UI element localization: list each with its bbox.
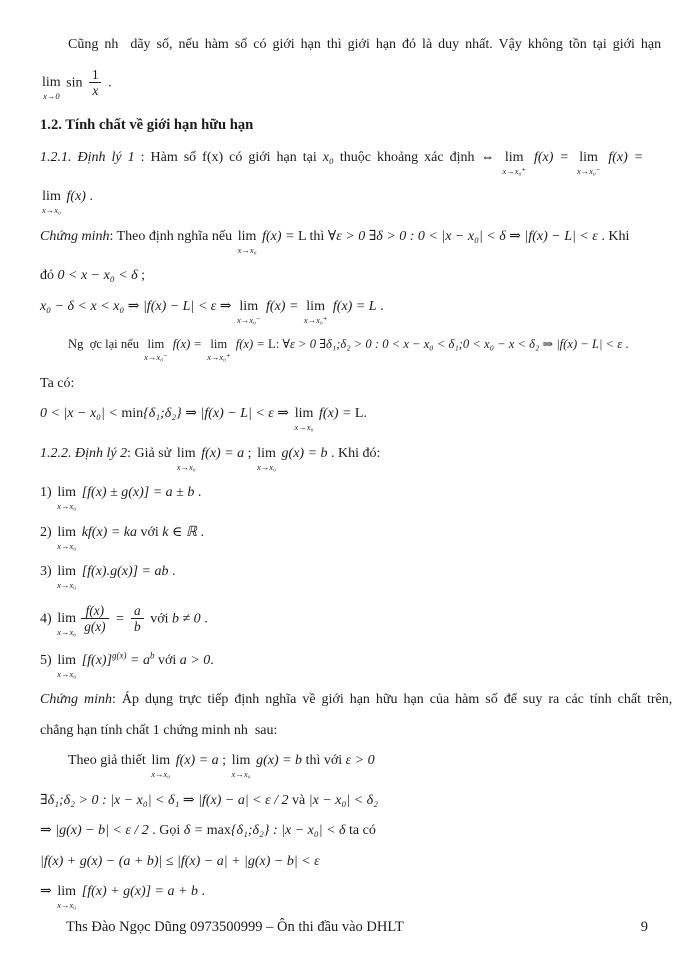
lim-operator [57, 612, 76, 637]
text-run: Theo giả thiết [68, 753, 150, 769]
lim-word: lim [239, 298, 259, 314]
text-run: 2) [40, 524, 56, 540]
text-run: δ = [183, 823, 207, 839]
document-line [40, 563, 660, 590]
fraction [89, 67, 102, 100]
document-line [40, 188, 660, 215]
text-run: : Giả sử [127, 445, 175, 461]
text-run: min [121, 406, 144, 421]
document-line [40, 67, 660, 101]
text-run: 3) [40, 564, 56, 579]
text-run: Chứng minh [40, 692, 112, 708]
text-run: g(x) = b [252, 753, 303, 769]
text-run: 1.2.1. Định lý 1 [40, 149, 135, 165]
lim-operator [144, 338, 168, 361]
text-run: . [376, 298, 384, 314]
text-run: với [146, 611, 172, 627]
lim-word: lim [151, 753, 171, 769]
limit-subscript: x→x₀ [257, 461, 277, 472]
text-run: 5) [40, 652, 56, 668]
document-line [40, 267, 660, 285]
text-run: ; [218, 753, 230, 769]
text-run: [f(x) ± g(x)] = a ± b [78, 485, 195, 500]
lim-operator [503, 151, 527, 176]
text-run: f(x) = [315, 406, 355, 421]
lim-operator [295, 407, 314, 432]
text-run: f(x) = [258, 228, 298, 244]
limit-subscript: x→x₀ [151, 769, 171, 780]
lim-operator [42, 76, 61, 101]
lim-operator [177, 447, 196, 472]
text-run: . [200, 611, 208, 627]
document-line [40, 484, 660, 511]
limit-subscript: x→x₀ [294, 422, 314, 432]
text-run: |x − x₀| < δ₂ [308, 792, 379, 808]
lim-operator [151, 754, 170, 779]
text-run: 0 < x − x₀ < δ [57, 268, 138, 284]
document-line [40, 792, 660, 810]
text-run: max [206, 823, 231, 839]
document-line [40, 822, 660, 840]
document-line [40, 853, 660, 871]
superscript: b [149, 650, 155, 661]
lim-operator [57, 654, 76, 679]
lim-word: lim [504, 149, 524, 165]
text-run: f(x) = a [172, 753, 219, 769]
lim-word: lim [57, 611, 77, 627]
limit-subscript: x→0 [43, 91, 60, 102]
limit-subscript: x→x₀⁺ [303, 314, 328, 325]
text-run: . Khi đó: [327, 445, 381, 461]
text-run: Chứng minh [40, 228, 110, 244]
lim-word: lim [306, 298, 325, 314]
lim-operator [57, 486, 76, 511]
text-run: x₀ [322, 149, 334, 165]
text-run: với [154, 652, 180, 668]
text-run: ; [244, 445, 256, 461]
lim-word: lim [579, 149, 598, 165]
lim-word: lim [210, 337, 228, 352]
text-run: . Gọi [148, 823, 184, 839]
text-run: f(x) [63, 189, 86, 205]
limit-subscript: x→x₀⁺ [502, 165, 526, 176]
text-run: f(x) = [232, 337, 268, 352]
text-run: 1.2.2. Định lý 2 [40, 445, 128, 461]
lim-operator [42, 190, 61, 215]
text-run: với [137, 524, 163, 540]
limit-subscript: x→x₀ [231, 769, 251, 780]
superscript: g(x) [112, 650, 127, 661]
lim-word: lim [231, 753, 251, 769]
document-line [40, 603, 660, 637]
text-run: x₀ − δ < x < x₀ ⇒ |f(x) − L| < ε ⇒ [40, 298, 236, 314]
limit-subscript: x→x₀ [57, 501, 77, 511]
limit-subscript: x→x₀⁻ [144, 352, 168, 362]
limit-subscript: x→x₀⁻ [576, 165, 601, 176]
text-run: : Theo định nghĩa nếu [109, 228, 236, 244]
text-run: . [85, 189, 93, 205]
text-run: thì với [302, 753, 346, 769]
lim-operator [304, 300, 328, 325]
text-run: ta có [345, 823, 376, 839]
text-run: b ≠ 0 [172, 611, 201, 627]
text-run: 0 < |x − x₀| < [40, 406, 122, 421]
document-line [40, 445, 660, 472]
text-run: a > 0 [179, 652, 211, 668]
text-run: thuộc khoảng xác định ⇔ [333, 149, 501, 165]
footer-text: Ths Đào Ngọc Dũng 0973500999 – Ôn thi đầu vào DHLT [66, 919, 404, 935]
text-run: ⇒ |g(x) − b| < ε / 2 [40, 823, 149, 839]
text-run: : Áp dụng trực tiếp định nghĩa về giới hạn hữu hạn của hàm số để suy ra các tính chất trên, [111, 692, 673, 708]
fraction [131, 603, 144, 636]
limit-subscript: x→x₀ [57, 540, 77, 551]
fraction-denominator [131, 618, 144, 635]
text-run: f(x) = [528, 149, 575, 165]
document-line [40, 405, 660, 432]
lim-word: lim [42, 189, 61, 205]
lim-word: lim [57, 884, 77, 900]
text-run: và [288, 792, 309, 808]
document-line [40, 752, 660, 779]
text-run: đó [40, 268, 58, 284]
text-run: ∃δ₁;δ₂ > 0 : |x − x₀| < δ₁ ⇒ |f(x) − a| < ε / 2 [40, 792, 289, 808]
lim-word: lim [294, 406, 314, 421]
text-run: . [622, 337, 629, 352]
lim-operator [237, 300, 261, 325]
page-number: 9 [640, 919, 648, 935]
text-run: |f(x) + g(x) − (a + b)| ≤ |f(x) − a| + |g(x) − b| < ε [40, 853, 320, 869]
text-run: . [194, 485, 202, 500]
lim-word: lim [57, 485, 77, 500]
lim-operator [238, 230, 257, 255]
lim-operator [257, 447, 276, 472]
text-run: . [196, 524, 204, 540]
text-run: 1 [92, 66, 99, 82]
document-line [40, 337, 660, 361]
text-run: L. [354, 406, 367, 421]
text-run: a [134, 602, 141, 618]
limit-subscript: x→x₀ [57, 627, 77, 638]
text-run: ∀ε > 0 ∃δ > 0 : 0 < |x − x₀| < δ ⇒ |f(x) − L| < ε [327, 228, 598, 244]
document-line [40, 116, 660, 134]
lim-operator [57, 565, 76, 590]
text-run: {δ₁;δ₂} ⇒ |f(x) − L| < ε ⇒ [143, 406, 293, 421]
text-run: . Khi [597, 228, 630, 244]
text-run: f(x) = a [197, 445, 245, 461]
limit-subscript: x→x₀ [57, 580, 77, 590]
text-run: f(x) = [169, 337, 206, 352]
document-line [40, 722, 660, 740]
document-line [40, 228, 660, 255]
text-run: {δ₁;δ₂} : |x − x₀| < δ [230, 823, 346, 839]
fraction [81, 603, 108, 636]
document-line [40, 883, 660, 910]
document-line [40, 149, 660, 176]
text-run: chẳng hạn tính chất 1 chứng minh nh sau: [40, 722, 278, 738]
lim-word: lim [237, 228, 257, 244]
text-run: ; [137, 268, 146, 284]
lim-operator [57, 885, 76, 910]
text-run: f(x) = [602, 149, 644, 165]
limit-subscript: x→x₀ [57, 668, 77, 679]
lim-operator [207, 338, 231, 361]
lim-word: lim [257, 445, 276, 461]
limit-subscript: x→x₀ [42, 205, 62, 216]
text-run: [f(x) + g(x)] = a + b [78, 884, 198, 900]
text-run: [f(x).g(x)] = ab [78, 564, 169, 579]
lim-word: lim [176, 445, 196, 461]
text-run: . [197, 884, 205, 900]
document-line [40, 524, 660, 551]
document-line [40, 691, 673, 709]
document-line [40, 375, 660, 393]
text-run: Cũng nh dãy số, nếu hàm số có giới hạn thì giới hạn đó là duy nhất. Vậy không tồn tại giới hạn [68, 37, 662, 52]
fraction-numerator [83, 603, 107, 619]
text-run: 4) [40, 611, 56, 627]
lim-operator [232, 754, 251, 779]
limit-subscript: x→x₀ [57, 900, 77, 911]
text-run: 1) [40, 485, 56, 500]
document-line [40, 652, 660, 679]
lim-word: lim [57, 564, 77, 579]
document-line [40, 36, 660, 54]
limit-subscript: x→x₀ [176, 461, 196, 472]
text-run: x [92, 83, 99, 99]
lim-operator [577, 151, 601, 176]
text-run: b [134, 619, 141, 635]
text-run: : Hàm số f(x) có giới hạn tại [134, 149, 323, 165]
limit-subscript: x→x₀⁻ [237, 314, 261, 325]
fraction-denominator [81, 618, 108, 635]
text-run: . [168, 564, 176, 579]
text-run: . [104, 75, 112, 91]
text-run: f(x) = [262, 298, 302, 314]
text-run: = [111, 611, 129, 627]
text-run: L: [268, 337, 283, 352]
text-run: Ng ợc lại nếu [68, 337, 143, 352]
fraction-numerator [89, 67, 102, 83]
fraction-numerator [131, 603, 144, 619]
lim-operator [57, 526, 76, 551]
text-run: f(x) [85, 602, 105, 618]
text-run: . [210, 652, 214, 668]
text-run: [f(x)] [78, 652, 113, 668]
lim-word: lim [57, 652, 77, 668]
text-run: k ∈ ℝ [162, 524, 197, 540]
lim-word: lim [147, 337, 165, 352]
text-run: Ta có: [40, 375, 75, 391]
document-line [40, 298, 660, 325]
text-run: g(x) [84, 619, 106, 635]
limit-subscript: x→x₀⁺ [207, 352, 231, 362]
text-run: 1.2. Tính chất về giới hạn hữu hạn [40, 116, 254, 133]
text-run: f(x) = L [329, 298, 377, 314]
lim-word: lim [57, 524, 77, 540]
text-run: ∀ε > 0 ∃δ₁;δ₂ > 0 : 0 < x − x₀ < δ₁;0 < x₀ − x < δ₂ ⇒ |f(x) − L| < ε [282, 337, 623, 352]
lim-word: lim [42, 75, 61, 91]
limit-subscript: x→x₀ [237, 244, 257, 255]
fraction-denominator [89, 82, 101, 99]
text-run: ε > 0 [345, 753, 375, 769]
text-run: sin [62, 75, 87, 91]
page-footer [0, 919, 700, 936]
text-run: ⇒ [40, 884, 56, 900]
text-run: kf(x) = ka [78, 524, 137, 540]
text-run: g(x) = b [278, 445, 328, 461]
text-run: L thì [297, 228, 328, 244]
text-run: = a [126, 652, 150, 668]
